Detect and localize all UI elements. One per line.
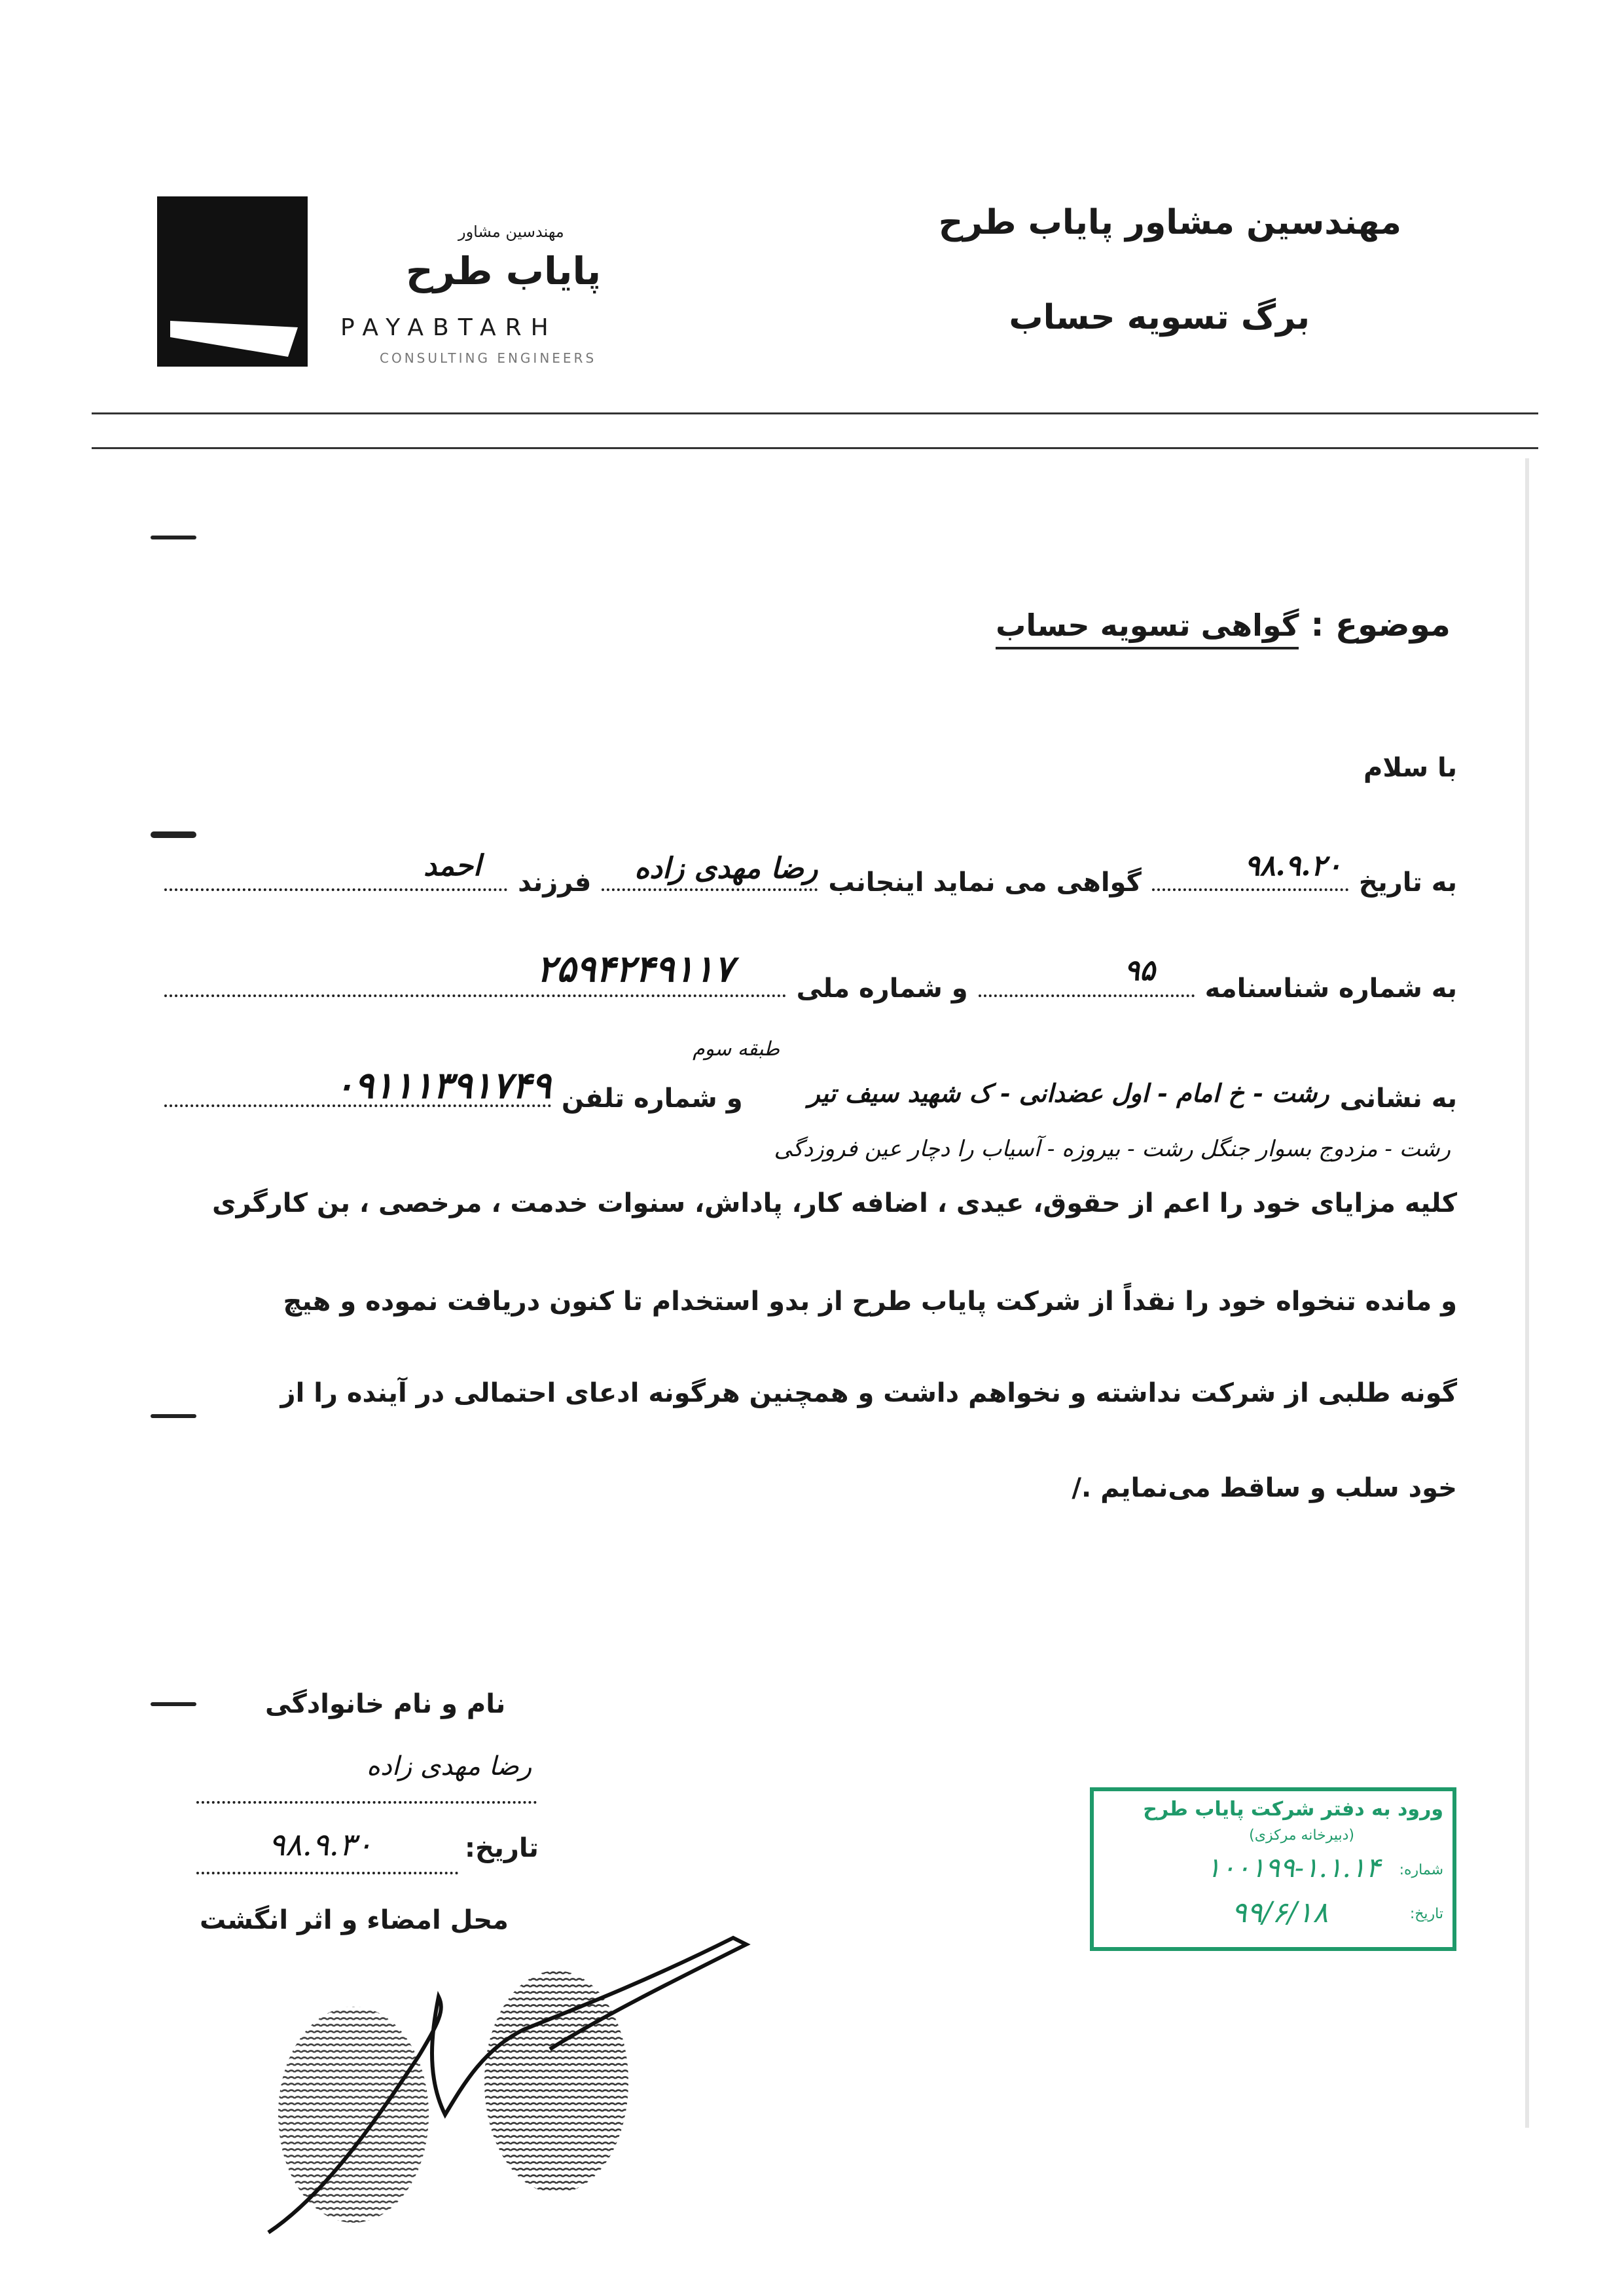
header-rule-top xyxy=(92,412,1538,414)
date-handwritten: ۹۸.۹.۲۰ xyxy=(1244,849,1342,883)
signature-name-label: نام و نام خانوادگی xyxy=(265,1689,506,1719)
header-rule-bottom xyxy=(92,447,1538,449)
greeting: با سلام xyxy=(1363,753,1457,783)
form-title: برگ تسویه حساب xyxy=(1009,298,1310,337)
phone-label: و شماره تلفن xyxy=(561,1084,743,1114)
scan-mark xyxy=(151,1702,196,1706)
address-label: به نشانی xyxy=(1339,1084,1457,1114)
logo-name-en: PAYABTARH xyxy=(340,314,558,341)
signature-date-handwritten: ۹۸.۹.۳۰ xyxy=(268,1827,373,1863)
stamp-subtitle: (دبیرخانه مرکزی) xyxy=(1249,1827,1354,1844)
scan-mark xyxy=(151,831,196,838)
body-line-1 xyxy=(164,849,1457,898)
subject-label: موضوع : xyxy=(1310,606,1451,644)
certify-text: گواهی می نماید اینجانب xyxy=(828,867,1142,898)
signature-place-label: محل امضاء و اثر انگشت xyxy=(200,1905,509,1935)
scan-edge xyxy=(1525,458,1529,2128)
child-label: فرزند xyxy=(518,867,592,898)
body-line-2 xyxy=(164,947,1457,1004)
scan-mark xyxy=(151,536,196,539)
address-handwritten: رشت - خ امام - اول عضدانی - ک شهید سیف تیر xyxy=(808,1078,1329,1108)
signature-date-line xyxy=(196,1868,458,1874)
signature-name-line xyxy=(196,1797,537,1804)
subject-value: گواهی تسویه حساب xyxy=(996,608,1299,649)
id-number-handwritten: ۹۵ xyxy=(1124,954,1155,987)
address-continuation-handwritten: رشت - مزدوج بسوار جنگل رشت - بیروزه - آسیاب را دچار عین فروزدگی xyxy=(774,1136,1451,1162)
signature-name-handwritten: رضا مهدی زاده xyxy=(367,1751,532,1781)
signature-date-label: تاریخ: xyxy=(465,1833,539,1863)
phone-handwritten: ۰۹۱۱۱۳۹۱۷۴۹ xyxy=(334,1064,551,1107)
employee-name-handwritten: رضا مهدی زاده xyxy=(634,852,818,885)
fingerprint-left-icon xyxy=(278,2007,429,2223)
paragraph-line-3: گونه طلبی از شرکت نداشته و نخواهم داشت و همچنین هرگونه ادعای احتمالی در آینده را از xyxy=(280,1378,1457,1408)
father-name-handwritten: احمد xyxy=(424,849,482,883)
id-label: به شماره شناسنامه xyxy=(1204,974,1457,1004)
logo-mark-icon xyxy=(157,196,308,367)
signature-and-fingerprints xyxy=(249,1918,772,2246)
fingerprint-right-icon xyxy=(484,1971,628,2193)
stamp-number-label: شماره: xyxy=(1399,1862,1443,1878)
company-logo xyxy=(157,190,655,373)
company-title: مهندسین مشاور پایاب طرح xyxy=(938,203,1401,242)
stamp-number-value: ۱۰۰۱۹۹-۱.۱.۱۴ xyxy=(1206,1851,1380,1884)
stamp-date-value: ۹۹/۶/۱۸ xyxy=(1231,1896,1328,1929)
address-above-handwritten: طبقه سوم xyxy=(693,1038,780,1061)
stamp-date-label: تاریخ: xyxy=(1409,1906,1443,1922)
logo-small-text: مهندسین مشاور xyxy=(458,223,564,241)
scan-mark xyxy=(151,1414,196,1418)
paragraph-line-1: کلیه مزایای خود را اعم از حقوق، عیدی ، اضافه کار، پاداش، سنوات خدمت ، مرخصی ، بن کارگری xyxy=(211,1188,1457,1218)
paragraph-line-4: خود سلب و ساقط می‌نمایم ./ xyxy=(1072,1473,1457,1503)
body-line-3 xyxy=(164,1064,1457,1114)
stamp-title: ورود به دفتر شرکت پایاب طرح xyxy=(1143,1798,1443,1821)
subject-line xyxy=(996,606,1451,649)
national-id-label: و شماره ملی xyxy=(796,974,968,1004)
paragraph-line-2: و مانده تنخواه خود را نقداً از شرکت پایاب طرح از بدو استخدام تا کنون دریافت نموده و هیچ xyxy=(283,1286,1457,1317)
registry-stamp xyxy=(1090,1787,1456,1951)
national-id-handwritten: ۲۵۹۴۲۴۹۱۱۷ xyxy=(536,947,734,991)
date-label: به تاریخ xyxy=(1358,867,1457,898)
logo-subtitle-en: CONSULTING ENGINEERS xyxy=(380,350,597,366)
logo-name-fa: پایاب طرح xyxy=(406,249,602,293)
